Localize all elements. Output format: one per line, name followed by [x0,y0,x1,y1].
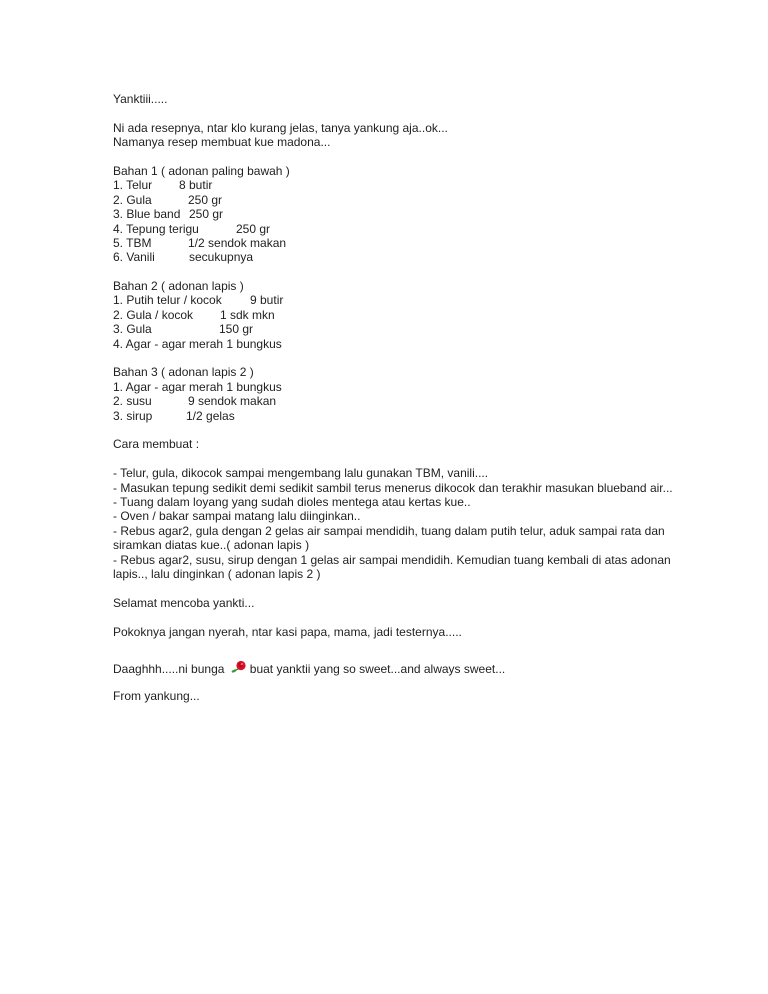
ingredient-qty: 1/2 gelas [186,408,235,423]
ingredient-name: 2. Gula / kocok [113,307,194,322]
bahan1-title: Bahan 1 ( adonan paling bawah ) [113,163,290,178]
ingredient-name: 3. Gula [113,322,152,337]
ingredient-qty: 250 gr [189,207,224,222]
list-item [113,222,673,236]
ingredient-qty: secukupnya [189,250,254,265]
ingredient-name: 4. Tepung terigu [113,221,199,236]
bahan3-title: Bahan 3 ( adonan lapis 2 ) [113,365,254,380]
ingredient-name: 1. Agar - agar merah 1 bungkus [113,379,282,394]
intro-line-1: Ni ada resepnya, ntar klo kurang jelas, tanya yankung aja..ok... [113,120,448,135]
step-text: - Rebus agar2, susu, sirup dengan 1 gelas air sampai mendidih. Kemudian tuang kembali di atas adonan lapis.., lalu dinginkan ( adonan lapis 2 ) [113,552,671,581]
ingredient-qty: 9 butir [250,293,284,308]
ingredient-name: 2. Gula [113,192,152,207]
list-item [113,193,673,207]
ingredient-qty: 250 gr [188,192,223,207]
list-item [113,394,673,408]
selamat-line: Selamat mencoba yankti... [113,595,255,610]
bahan2-title: Bahan 2 ( adonan lapis ) [113,279,244,294]
step-text: - Tuang dalam loyang yang sudah dioles mentega atau kertas kue.. [113,494,471,509]
ingredient-name: 1. Telur [113,178,153,193]
list-item [113,207,673,221]
from-line: From yankung... [113,688,200,703]
list-item [113,293,673,307]
ingredient-name: 3. sirup [113,408,153,423]
ingredient-qty: 1/2 sendok makan [188,235,287,250]
list-item [113,308,673,322]
step-text: - Telur, gula, dikocok sampai mengembang lalu gunakan TBM, vanili.... [113,466,489,481]
list-item [113,380,673,394]
ingredient-qty: 1 sdk mkn [220,307,275,322]
list-item [113,250,673,264]
ingredient-name: 5. TBM [113,235,152,250]
daaghhh-text-after: buat yanktii yang so sweet...and always sweet... [249,661,506,676]
daaghhh-text-before: Daaghhh.....ni bunga [113,661,228,676]
ingredient-name: 1. Putih telur / kocok [113,293,222,308]
pokoknya-line: Pokoknya jangan nyerah, ntar kasi papa, mama, jadi testernya..... [113,624,462,639]
list-item [113,236,673,250]
list-item [113,178,673,192]
list-item [113,337,673,351]
letter-body [113,92,673,703]
list-item [113,409,673,423]
intro-line-2: Namanya resep membuat kue madona... [113,135,331,150]
cara-title: Cara membuat : [113,437,200,452]
step-text: - Oven / bakar sampai matang lalu diinginkan.. [113,509,361,524]
rose-icon [229,660,249,674]
ingredient-qty: 150 gr [219,322,254,337]
step-text: - Masukan tepung sedikit demi sedikit sambil terus menerus dikocok dan terakhir masukan blueband air... [113,480,673,495]
ingredient-name: 6. Vanili [113,250,155,265]
ingredient-qty: 9 sendok makan [188,394,277,409]
step-text: - Rebus agar2, gula dengan 2 gelas air sampai mendidih, tuang dalam putih telur, aduk sampai rata dan siramkan diatas kue..( adonan lapis ) [113,523,665,553]
ingredient-name: 4. Agar - agar merah 1 bungkus [113,336,282,351]
greeting: Yanktiii..... [113,92,168,106]
ingredient-qty: 8 butir [179,178,213,193]
ingredient-qty: 250 gr [236,221,271,236]
list-item [113,322,673,336]
ingredient-name: 2. susu [113,394,152,409]
daaghhh-line [113,660,673,674]
ingredient-name: 3. Blue band [113,207,181,222]
